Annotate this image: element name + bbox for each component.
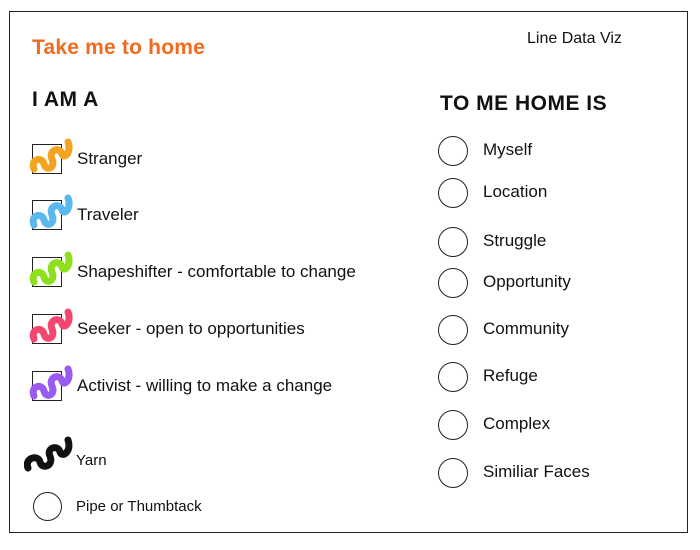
home-option-label: Similiar Faces: [483, 462, 590, 481]
role-label: Activist - willing to make a change: [77, 376, 333, 395]
home-option-radio[interactable]: [438, 315, 468, 345]
home-option-radio[interactable]: [438, 136, 468, 166]
legend-yarn: [24, 432, 224, 476]
home-option-radio[interactable]: [438, 410, 468, 440]
green-squiggle-icon: [28, 245, 74, 291]
home-option-label: Community: [483, 319, 569, 338]
legend-pipe: [33, 492, 253, 522]
home-option-label: Location: [483, 182, 548, 201]
purple-squiggle-icon: [28, 359, 74, 405]
role-label: Stranger: [77, 149, 143, 168]
i-am-a-heading: I AM A: [32, 88, 99, 111]
home-option-label: Complex: [483, 414, 551, 433]
yarn-squiggle-icon: [24, 432, 74, 476]
page-title: Take me to home: [32, 36, 205, 59]
home-option-label: Struggle: [483, 231, 547, 250]
home-option-radio[interactable]: [438, 362, 468, 392]
home-option-radio[interactable]: [438, 458, 468, 488]
home-option-radio[interactable]: [438, 178, 468, 208]
home-option-label: Opportunity: [483, 272, 571, 291]
home-option-label: Myself: [483, 140, 533, 159]
home-option-label: Refuge: [483, 366, 538, 385]
role-label: Seeker - open to opportunities: [77, 319, 305, 338]
orange-squiggle-icon: [28, 132, 74, 178]
yarn-label: Yarn: [76, 452, 107, 469]
blue-squiggle-icon: [28, 188, 74, 234]
role-label: Traveler: [77, 205, 139, 224]
home-option-radio[interactable]: [438, 268, 468, 298]
pipe-label: Pipe or Thumbtack: [76, 498, 202, 515]
brand-label: Line Data Viz: [527, 30, 622, 47]
home-option-radio[interactable]: [438, 227, 468, 257]
pipe-circle-icon: [33, 492, 62, 521]
role-label: Shapeshifter - comfortable to change: [77, 262, 356, 281]
home-is-heading: TO ME HOME IS: [440, 92, 608, 115]
pink-squiggle-icon: [28, 302, 74, 348]
